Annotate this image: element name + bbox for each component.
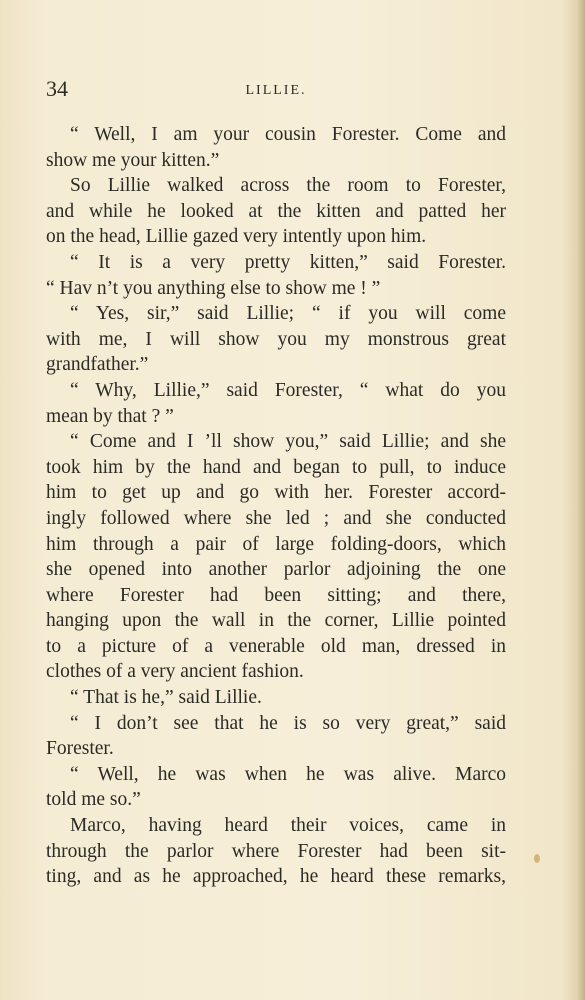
text-line: So Lillie walked across the room to Forester,: [70, 175, 506, 197]
page-header: [46, 76, 506, 106]
paper-stain: [534, 854, 540, 863]
text-line: Marco, having heard their voices, came in: [70, 815, 506, 837]
text-line: show me your kitten.”: [46, 149, 220, 171]
text-line: on the head, Lillie gazed very intently upon him.: [46, 226, 427, 248]
body-text: [46, 122, 506, 890]
text-line: clothes of a very ancient fashion.: [46, 661, 304, 683]
text-line: where Forester had been sitting; and there,: [46, 584, 506, 606]
page-number: 34: [46, 76, 68, 101]
text-line: “ Come and I ’ll show you,” said Lillie; and she: [70, 431, 506, 453]
text-line: “ Well, he was when he was alive. Marco: [70, 763, 506, 785]
text-line: she opened into another parlor adjoining the one: [46, 559, 506, 581]
page-edge-shadow: [577, 0, 585, 1000]
text-line: him through a pair of large folding-doors, which: [46, 533, 506, 555]
text-line: with me, I will show you my monstrous great: [46, 328, 506, 350]
text-line: “ Hav n’t you anything else to show me ! ”: [46, 277, 381, 299]
text-line: “ Why, Lillie,” said Forester, “ what do you: [70, 379, 506, 401]
text-line: through the parlor where Forester had been sit-: [46, 840, 506, 862]
text-line: “ That is he,” said Lillie.: [70, 687, 262, 709]
text-line: “ I don’t see that he is so very great,” said: [70, 712, 506, 734]
text-line: Forester.: [46, 738, 114, 760]
text-line: told me so.”: [46, 789, 141, 811]
text-line: hanging upon the wall in the corner, Lillie pointed: [46, 610, 506, 632]
text-line: ting, and as he approached, he heard these remarks,: [46, 866, 506, 888]
text-line: and while he looked at the kitten and patted her: [46, 200, 506, 222]
text-line: “ Yes, sir,” said Lillie; “ if you will come: [70, 303, 506, 325]
text-line: mean by that ? ”: [46, 405, 174, 427]
running-head: LILLIE.: [245, 83, 307, 98]
text-line: ingly followed where she led ; and she conducted: [46, 507, 506, 529]
text-line: to a picture of a venerable old man, dressed in: [46, 635, 506, 657]
text-line: “ It is a very pretty kitten,” said Forester.: [70, 251, 506, 273]
text-line: took him by the hand and began to pull, to induce: [46, 456, 506, 478]
text-line: him to get up and go with her. Forester accord-: [46, 482, 506, 504]
text-line: “ Well, I am your cousin Forester. Come and: [70, 124, 506, 145]
text-line: grandfather.”: [46, 354, 149, 376]
